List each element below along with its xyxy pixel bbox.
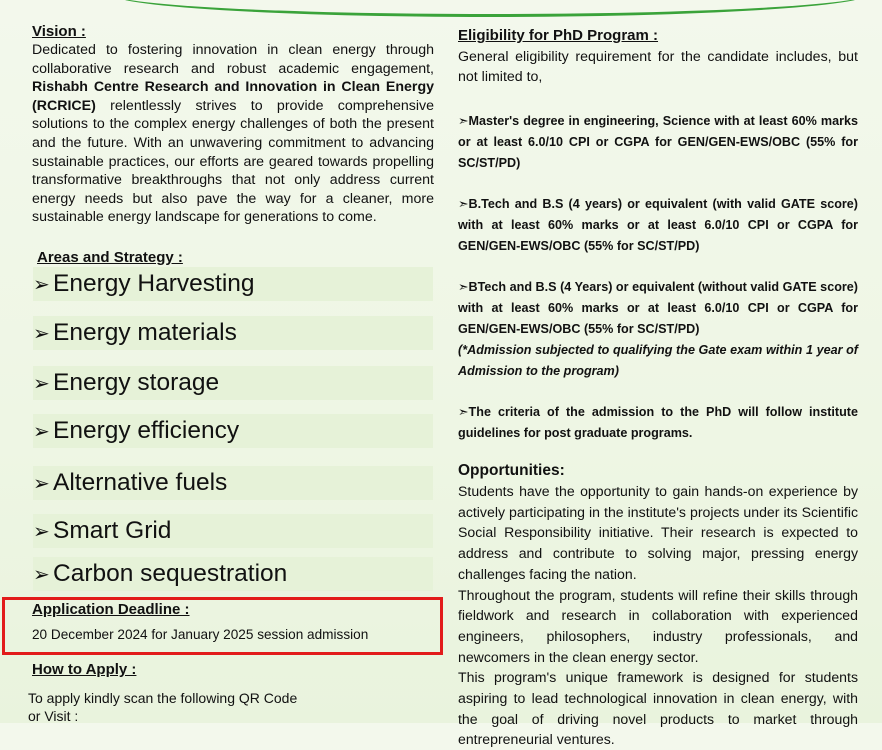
left-column (32, 22, 434, 267)
apply-line-1: To apply kindly scan the following QR Code (28, 690, 298, 706)
arrow-icon: ➢ (33, 521, 50, 543)
arrow-icon: ➢ (33, 564, 50, 586)
eligibility-item: ➣Master's degree in engineering, Science with at least 60% marks or at least 6.0/10 CPI or CGPA for GEN/GEN-EWS/OBC (55% for SC/ST/PD) (458, 114, 858, 170)
area-item (33, 267, 433, 301)
arrow-icon: ➢ (33, 323, 50, 345)
opportunities-paragraph-3: This program's unique framework is designed for students aspiring to lead technological innovation in clean energy, with the goal of driving novel products to market through entrepreneurial ventures. (458, 669, 858, 748)
deadline-heading: Application Deadline : (32, 601, 190, 618)
area-item (33, 557, 433, 591)
eligibility-note: (*Admission subjected to qualifying the Gate exam within 1 year of Admission to the program) (458, 343, 858, 378)
area-item (33, 514, 433, 548)
area-item (33, 414, 433, 448)
area-label: Carbon sequestration (53, 560, 288, 587)
area-label: Energy materials (53, 319, 237, 346)
area-label: Energy efficiency (53, 417, 240, 444)
area-label: Energy storage (53, 369, 220, 396)
area-label: Energy Harvesting (53, 270, 255, 297)
area-label: Alternative fuels (53, 469, 228, 496)
vision-centre-name: Rishabh Centre Research and Innovation in Clean Energy (RCRICE) (32, 79, 434, 114)
vision-text-2: relentlessly strives to provide comprehensive solutions to the complex energy challenges of both the present and the future. With an unwavering commitment to advancing sustainable practices, our efforts are geared towards propelling transformative breakthroughs that not only address current energy needs but also pave the way for a cleaner, more sustainable energy landscape for generations to come. (32, 97, 434, 226)
area-label: Smart Grid (53, 517, 172, 544)
eligibility-item: ➣BTech and B.S (4 Years) or equivalent (without valid GATE score) with at least 60% marks or at least 6.0/10 CPI or CGPA for GEN/GEN-EWS/OBC (55% for SC/ST/PD) (458, 280, 858, 336)
eligibility-heading: Eligibility for PhD Program : (458, 27, 659, 44)
area-item (33, 316, 433, 350)
vision-paragraph (32, 41, 434, 227)
area-item (33, 366, 433, 400)
vision-text-1: Dedicated to fostering innovation in clean energy through collaborative research and robust academic engagement, (32, 42, 434, 77)
arrow-icon: ➢ (33, 421, 50, 443)
apply-line-2: or Visit : (28, 708, 79, 724)
right-column (458, 26, 858, 750)
area-item (33, 466, 433, 500)
decorative-top-curve (110, 0, 870, 17)
opportunities-paragraph-1: Students have the opportunity to gain hands-on experience by actively participating in the institute's projects under its Scientific Social Responsibility initiative. Their research is expected to address and contribute to solving major, pressing energy challenges facing the nation. (458, 483, 858, 582)
eligibility-criteria: ➣The criteria of the admission to the PhD will follow institute guidelines for post graduate programs. (458, 405, 858, 440)
eligibility-item: ➣B.Tech and B.S (4 years) or equivalent (with valid GATE score) with at least 60% marks or at least 6.0/10 CPI or CGPA for GEN/GEN-EWS/OBC (55% for SC/ST/PD) (458, 197, 858, 253)
opportunities-paragraph-2: Throughout the program, students will refine their skills through fieldwork and research in collaboration with experienced engineers, philosophers, industry professionals, and newcomers in the clean energy sector. (458, 586, 858, 665)
eligibility-intro: General eligibility requirement for the candidate includes, but not limited to, (458, 49, 858, 85)
vision-heading: Vision : (32, 23, 86, 40)
deadline-text: 20 December 2024 for January 2025 session admission (32, 627, 369, 642)
apply-text (28, 689, 297, 725)
arrow-icon: ➢ (33, 274, 50, 296)
arrow-icon: ➢ (33, 373, 50, 395)
areas-heading: Areas and Strategy : (37, 248, 183, 266)
apply-heading: How to Apply : (32, 661, 137, 678)
arrow-icon: ➢ (33, 473, 50, 495)
opportunities-heading: Opportunities: (458, 462, 565, 479)
